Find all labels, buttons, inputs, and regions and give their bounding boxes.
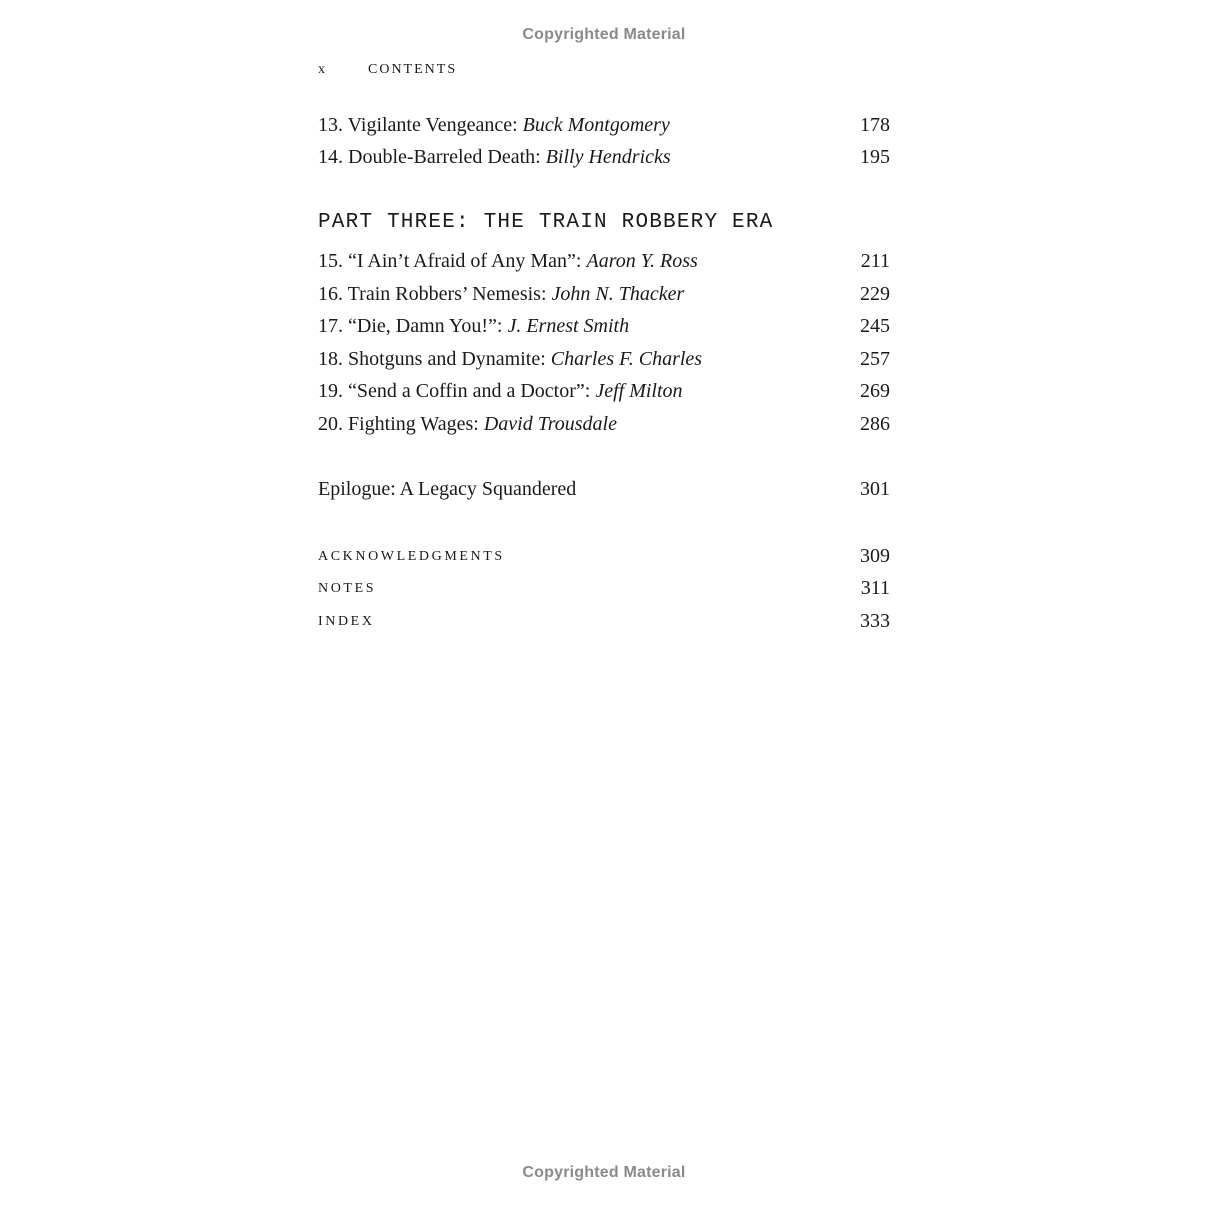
toc-page-number: 286 [860,413,890,435]
toc-entry-title [318,380,683,403]
copyright-watermark-top: Copyrighted Material [522,26,686,43]
chapter-label: 18. Shotguns and Dynamite: [318,348,551,370]
chapter-label: 16. Train Robbers’ Nemesis: [318,283,552,305]
toc-entry-title [318,413,617,436]
toc-page-number: 195 [860,146,890,168]
toc-entry [318,114,890,144]
chapter-label: 17. “Die, Damn You!”: [318,315,508,337]
toc-entry-title [318,315,629,338]
chapter-author: Buck Montgomery [522,114,670,136]
toc-page-number: 178 [860,114,890,136]
chapter-author: David Trousdale [483,413,617,435]
toc-entry-index [318,610,890,640]
toc-entry-title [318,348,702,371]
back-matter-title: ACKNOWLEDGMENTS [318,549,505,564]
toc-page-number: 301 [860,478,890,500]
toc-entry-title [318,283,684,306]
chapter-author: J. Ernest Smith [507,315,630,337]
toc-entry [318,380,890,410]
chapter-label: 13. Vigilante Vengeance: [318,114,523,136]
chapter-label: 19. “Send a Coffin and a Doctor”: [318,380,596,402]
running-head [318,62,457,78]
toc-page-number: 257 [860,348,890,370]
toc-page-number: 309 [860,545,890,567]
chapter-author: Billy Hendricks [545,146,671,168]
toc-entry [318,348,890,378]
chapter-author: Charles F. Charles [550,348,703,370]
toc-page-number: 333 [860,610,890,632]
toc-entry [318,250,890,280]
toc-entry-notes [318,577,890,607]
epilogue-title: Epilogue: A Legacy Squandered [318,478,577,500]
toc-entry-title [318,250,698,273]
toc-entry-title [318,114,670,137]
toc-page-number: 229 [860,283,890,305]
page-folio: x [318,62,327,77]
toc-page-number: 211 [860,250,890,272]
back-matter-title: NOTES [318,581,377,596]
back-matter-title: INDEX [318,614,375,629]
toc-page-number: 269 [860,380,890,402]
running-head-title: CONTENTS [368,62,458,77]
toc-page-number: 245 [860,315,890,337]
toc-entry-acknowledgments [318,545,890,575]
copyright-watermark-bottom: Copyrighted Material [522,1164,686,1181]
toc-entry [318,146,890,176]
toc-entry-title [318,146,671,169]
chapter-label: 15. “I Ain’t Afraid of Any Man”: [318,250,587,272]
toc-entry [318,315,890,345]
chapter-author: Jeff Milton [595,380,683,402]
toc-page-number: 311 [860,577,890,599]
chapter-label: 20. Fighting Wages: [318,413,484,435]
chapter-author: John N. Thacker [551,283,685,305]
toc-entry-epilogue [318,478,890,508]
chapter-author: Aaron Y. Ross [586,250,698,272]
part-heading: PART THREE: THE TRAIN ROBBERY ERA [318,211,774,234]
toc-entry [318,283,890,313]
toc-entry [318,413,890,443]
chapter-label: 14. Double-Barreled Death: [318,146,546,168]
